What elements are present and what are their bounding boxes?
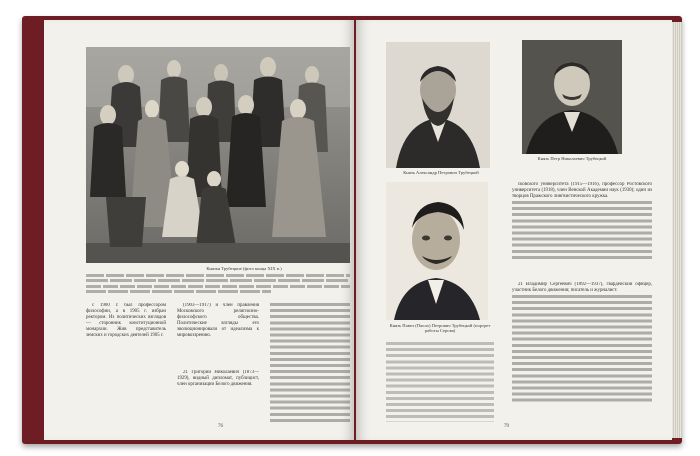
left-column-1 — [86, 303, 166, 423]
page-number-right: 79 — [504, 424, 509, 429]
portrait-petr — [522, 40, 622, 154]
portrait-pavel-image — [386, 182, 488, 320]
group-photo — [86, 47, 350, 263]
right-column-2 — [512, 282, 652, 420]
page-edge — [672, 22, 682, 438]
right-page — [356, 20, 672, 440]
portrait-alexander-caption: Князь Александр Петрович Трубецкой — [403, 170, 479, 175]
portrait-pavel — [386, 182, 488, 320]
portrait-alexander — [386, 42, 490, 168]
right-column-2-text: 21 Владимир Сергеевич (1892—1937), гвардейский офицер, участник Белого движения; писатель и журналист. — [512, 282, 652, 294]
left-column-2-text: (1903—1917) и член правления Московского религиозно-философского общества. Политические взгляды его эволюционировали от идеализма к мировоззрению. — [177, 303, 259, 339]
portrait-pavel-caption: Князь Павел (Паоло) Петрович Трубецкой (портрет работы Серова) — [389, 323, 491, 334]
right-column-1-text: сковского университета (1915—1916), профессор Ростовского университета (1918), член Венской Академии наук (1930); один из творцов Пражского лингвистического кружка. — [512, 182, 652, 200]
group-photo-caption: Князья Трубецкие (фото конца XIX в.) — [206, 266, 282, 271]
left-column-1-text: с 1900 г. был профессором философии, а в 1905 г. избран ректором. Из политических взглядов — сторонник конституционной монархии. Жив представитель земских и городских деятелей 1905 г. — [86, 303, 166, 339]
page-number-left: 76 — [218, 424, 223, 429]
right-column-left-lower — [386, 342, 494, 422]
group-photo-image — [86, 47, 350, 263]
portrait-alexander-image — [386, 42, 490, 168]
left-page — [44, 20, 354, 440]
left-column-3-text: 21 Григорий Николаевич (1873—1929), видный дипломат, публицист, член организации Белого движения. — [177, 370, 259, 388]
portrait-petr-image — [522, 40, 622, 154]
group-photo-caption-details — [86, 274, 350, 296]
left-column-2 — [177, 303, 259, 365]
portrait-petr-caption: Князь Петр Николаевич Трубецкой — [537, 156, 607, 161]
left-column-3 — [177, 370, 259, 422]
right-column-1 — [512, 182, 652, 276]
left-column-4 — [270, 303, 350, 423]
